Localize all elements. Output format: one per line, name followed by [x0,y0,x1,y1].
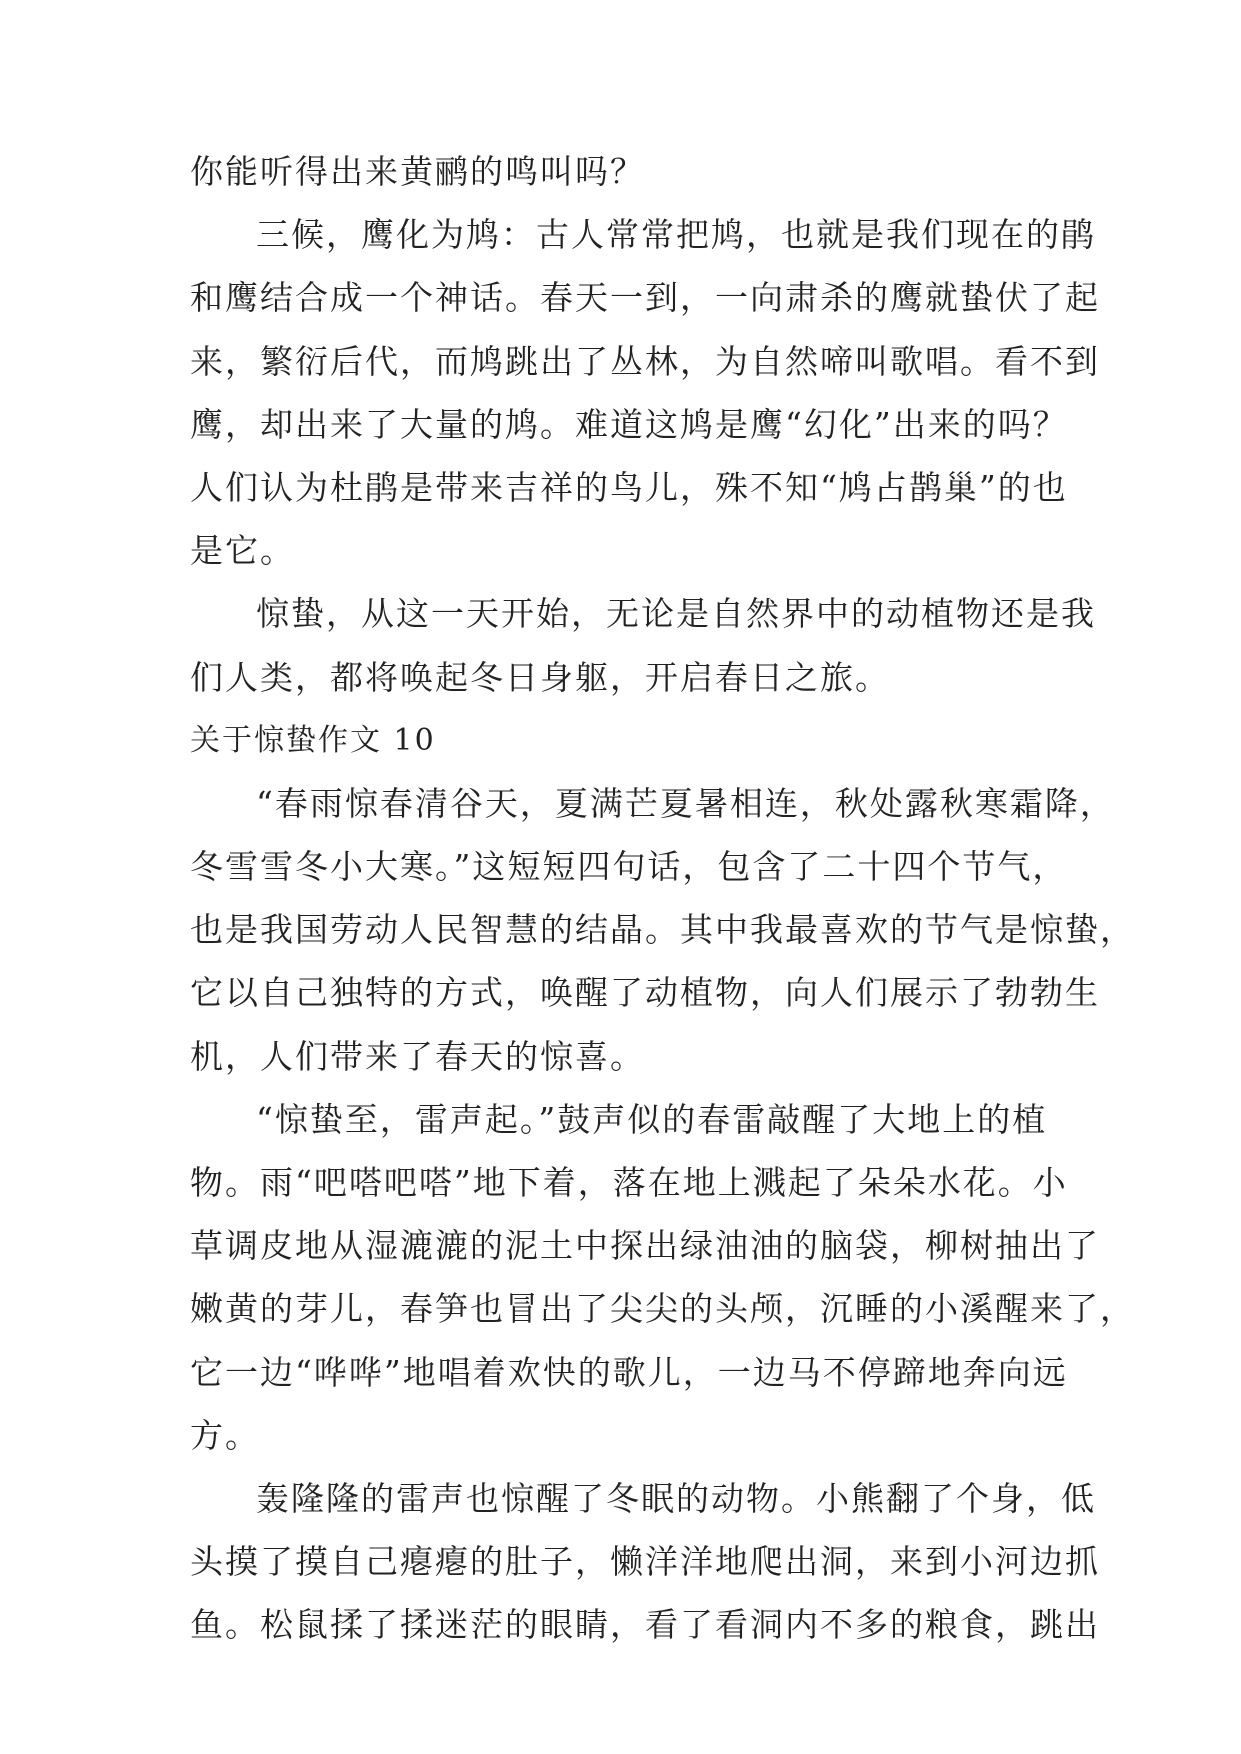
text-line: 头摸了摸自己瘪瘪的肚子，懒洋洋地爬出洞，来到小河边抓 [190,1542,1100,1582]
text-line: 机，人们带来了春天的惊喜。 [190,1036,645,1076]
text-line: 人们认为杜鹃是带来吉祥的鸟儿，殊不知“鸠占鹊巢”的也 [190,467,1068,507]
document-page [190,140,1135,1657]
text-line: 方。 [190,1415,260,1455]
section-heading: 关于惊蛰作文 10 [190,722,436,758]
text-line: 它一边“哗哗”地唱着欢快的歌儿，一边马不停蹄地奔向远 [190,1352,1068,1392]
text-line: 也是我国劳动人民智慧的结晶。其中我最喜欢的节气是惊蛰， [190,910,1135,950]
text-line: 物。雨“吧嗒吧嗒”地下着，落在地上溅起了朵朵水花。小 [190,1163,1068,1202]
paragraph-start-line: 三候，鹰化为鸠：古人常常把鸠，也就是我们现在的鹃 [256,215,1096,255]
paragraph-start-line: 轰隆隆的雷声也惊醒了冬眠的动物。小熊翻了个身，低 [256,1478,1096,1518]
text-line: 和鹰结合成一个神话。春天一到，一向肃杀的鹰就蛰伏了起 [190,278,1100,318]
paragraph-start-line: “春雨惊春清谷天，夏满芒夏暑相连，秋处露秋寒霜降， [256,783,1115,823]
text-line: 冬雪雪冬小大寒。”这短短四句话，包含了二十四个节气， [190,847,1068,887]
text-line: 鹰，却出来了大量的鸠。难道这鸠是鹰“幻化”出来的吗？ [190,404,1068,444]
text-line: 草调皮地从湿漉漉的泥土中探出绿油油的脑袋，柳树抽出了 [190,1226,1100,1266]
paragraph-start-line: 惊蛰，从这一天开始，无论是自然界中的动植物还是我 [256,594,1096,634]
text-line: 鱼。松鼠揉了揉迷茫的眼睛，看了看洞内不多的粮食，跳出 [190,1605,1100,1645]
text-line: 你能听得出来黄鹂的鸣叫吗？ [190,152,645,191]
paragraph-start-line: “惊蛰至，雷声起。”鼓声似的春雷敲醒了大地上的植 [256,1099,1048,1139]
text-line: 是它。 [190,531,295,571]
text-line: 来，繁衍后代，而鸠跳出了丛林，为自然啼叫歌唱。看不到 [190,341,1100,381]
text-line: 它以自己独特的方式，唤醒了动植物，向人们展示了勃勃生 [190,973,1100,1013]
text-line: 们人类，都将唤起冬日身躯，开启春日之旅。 [190,657,890,697]
text-line: 嫩黄的芽儿，春笋也冒出了尖尖的头颅，沉睡的小溪醒来了， [190,1289,1135,1329]
